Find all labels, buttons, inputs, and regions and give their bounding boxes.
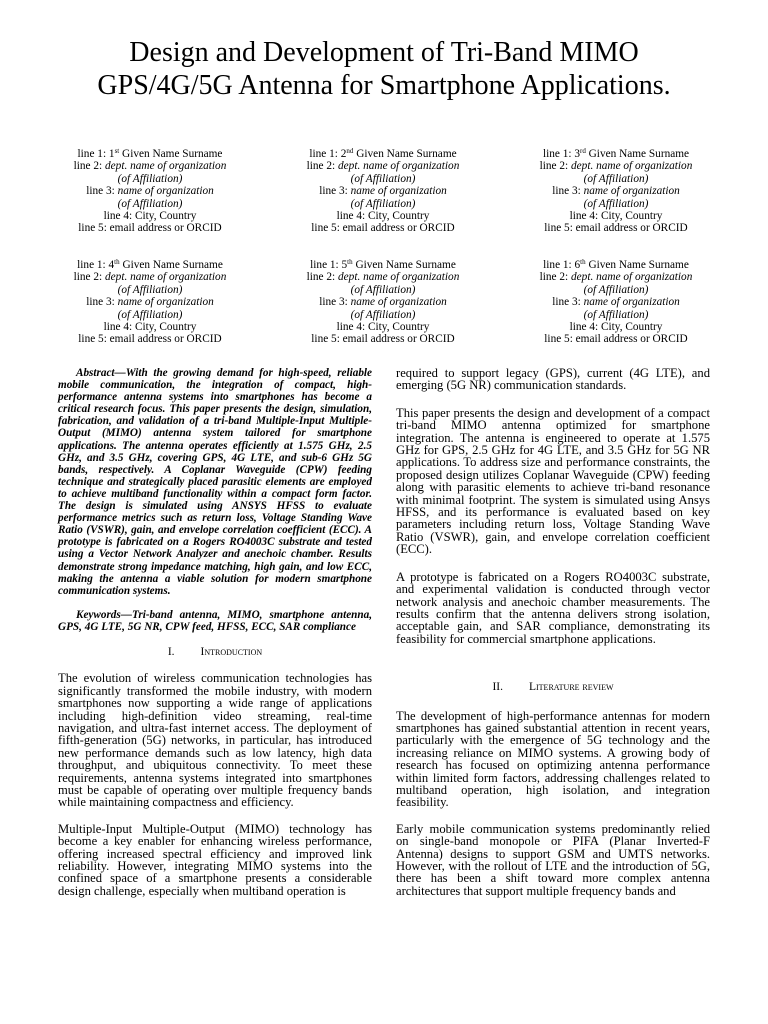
intro-paragraph-1: The evolution of wireless communication technologies has significantly transformed the mobile industry, with modern smartphones now supporting a wide range of applications including high-definition video streaming, real-time navigation, and ultra-fast internet access. The deployment of fifth-generation (5G) networks, in particular, has introduced new performance demands such as low latency, high data throughput, and ubiquitous connectivity. To meet these requirements, antenna systems integrated into smartphones must be capable of operating over multiple frequency bands while maintaining compactness and efficiency. — [58, 671, 372, 810]
right-column — [396, 367, 710, 897]
keywords: Keywords—Tri-band antenna, MIMO, smartphone antenna, GPS, 4G LTE, 5G NR, CPW feed, HFSS, ECC, SAR compliance — [58, 608, 372, 633]
intro-paragraph-4: This paper presents the design and development of a compact tri-band MIMO antenna optimized for smartphone integration. The antenna is engineered to operate at 1.575 GHz for GPS, 2.5 GHz for 4G LTE, and 3.5 GHz for 5G NR applications. To address size and performance constraints, the proposed design utilizes Coplanar Waveguide (CPW) feeding along with parasitic elements to achieve tri-band resonance with minimal footprint. The system is simulated using Ansys HFSS, and its performance is evaluated based on key parameters including return loss, Voltage Standing Wave Ratio (VSWR), gain, and envelope correlation coefficient (ECC). — [396, 405, 710, 557]
intro-paragraph-5: A prototype is fabricated on a Rogers RO4003C substrate, and experimental validation is conducted through vector network analysis and anechoic chamber measurements. The results confirm that the antenna delivers strong isolation, acceptable gain, and SAR compliance, demonstrating its feasibility for commercial smartphone applications. — [396, 569, 710, 646]
lit-paragraph-2: Early mobile communication systems predominantly relied on single-band monopole or PIFA (Planar Inverted-F Antenna) designs to support GSM and UMTS networks. However, with the rollout of LTE and the introduction of 5G, there has been a shift toward more complex antenna architectures that support multiple frequency bands and — [396, 821, 710, 898]
intro-paragraph-3: required to support legacy (GPS), current (4G LTE), and emerging (5G NR) communication standards. — [396, 366, 710, 393]
author-block-1: line 1: 1st Given Name Surname line 2: dept. name of organization (of Affiliation) line 3: name of organization (of Affiliation) line 4: City, Country line 5: email address or ORCID — [73, 147, 227, 235]
author-block-3: line 1: 3rd Given Name Surname line 2: dept. name of organization (of Affiliation) line 3: name of organization (of Affiliation) line 4: City, Country line 5: email address or ORCID — [539, 147, 693, 235]
author-block-5: line 1: 5th Given Name Surname line 2: dept. name of organization (of Affiliation) line 3: name of organization (of Affiliation) line 4: City, Country line 5: email address or ORCID — [306, 258, 460, 346]
author-block-2: line 1: 2nd Given Name Surname line 2: dept. name of organization (of Affiliation) line 3: name of organization (of Affiliation) line 4: City, Country line 5: email address or ORCID — [306, 147, 460, 235]
title-line-1: Design and Development of Tri-Band MIMO — [129, 37, 639, 68]
intro-paragraph-2: Multiple-Input Multiple-Output (MIMO) technology has become a key enabler for enhancing wireless performance, offering increased spectral efficiency and improved link reliability. However, integrating MIMO systems into the confined space of a smartphone presents a considerable design challenge, especially when multiband operation is — [58, 821, 372, 898]
author-block-4: line 1: 4th Given Name Surname line 2: dept. name of organization (of Affiliation) line 3: name of organization (of Affiliation) line 4: City, Country line 5: email address or ORCID — [73, 258, 227, 346]
section-heading-literature-review: II. Literature review — [492, 681, 614, 694]
section-heading-introduction: I. Introduction — [167, 645, 263, 658]
author-block-6: line 1: 6th Given Name Surname line 2: dept. name of organization (of Affiliation) line 3: name of organization (of Affiliation) line 4: City, Country line 5: email address or ORCID — [539, 258, 693, 346]
lit-paragraph-1: The development of high-performance antennas for modern smartphones has gained substantial attention in recent years, particularly with the emergence of 5G technology and the increasing reliance on MIMO systems. A growing body of research has focused on optimizing antenna performance within limited form factors, addressing challenges related to multiband operation, high isolation, and integration feasibility. — [396, 708, 710, 810]
left-column — [58, 367, 372, 897]
paper-title — [40, 36, 728, 102]
abstract: Abstract—With the growing demand for high-speed, reliable mobile communication, the integration of compact, high-performance antenna systems into smartphones has become a critical research focus. This paper presents the design, simulation, fabrication, and validation of a tri-band Multiple-Input Multiple-Output (MIMO) antenna system tailored for smartphone applications. The antenna operates efficiently at 1.575 GHz, 2.5 GHz, and 3.5 GHz, covering GPS, 4G LTE, and sub-6 GHz 5G bands, respectively. A Coplanar Waveguide (CPW) feeding technique and strategically placed parasitic elements are employed to achieve multiband functionality within a compact form factor. The design is simulated using ANSYS HFSS to evaluate performance metrics such as return loss, Voltage Standing Wave Ratio (VSWR), gain, and envelope correlation coefficient (ECC). A prototype is fabricated on a Rogers RO4003C substrate and tested using a Vector Network Analyzer and anechoic chamber. Results demonstrate strong impedance matching, high gain, and low ECC, making the antenna a viable solution for modern smartphone communication systems. — [58, 367, 372, 597]
title-line-2: GPS/4G/5G Antenna for Smartphone Applications. — [97, 70, 671, 101]
